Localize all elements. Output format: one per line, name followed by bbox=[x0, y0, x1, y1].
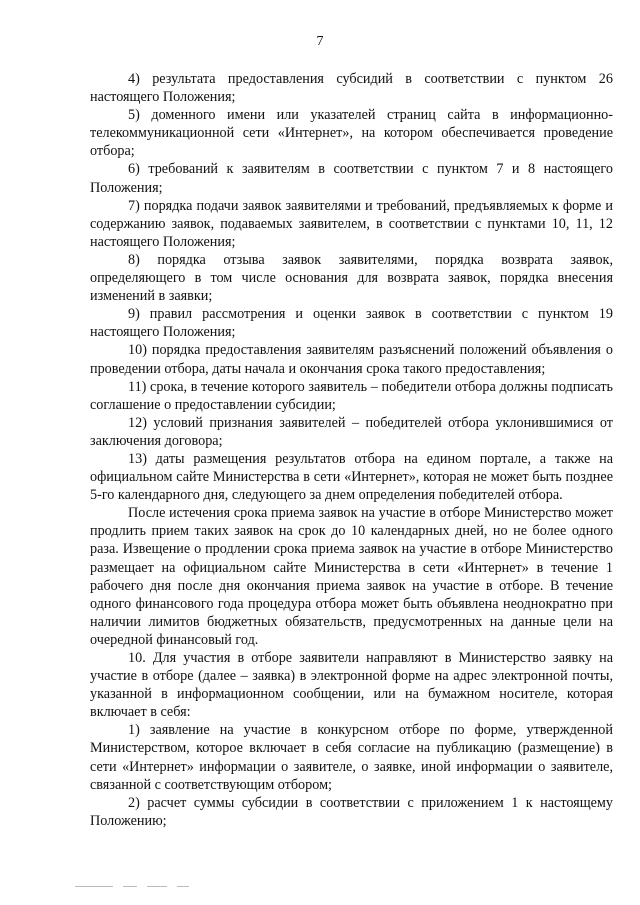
footer-mark bbox=[177, 886, 189, 887]
footer-mark bbox=[75, 886, 113, 887]
paragraph-item-8: 8) порядка отзыва заявок заявителями, порядка возврата заявок, определяющего в том числе основания для возврата заявок, порядка внесения изменений в заявки; bbox=[90, 251, 613, 305]
paragraph-item-12: 12) условий признания заявителей – победителей отбора уклонившимися от заключения договора; bbox=[90, 414, 613, 449]
paragraph-clause-10: 10. Для участия в отборе заявители направляют в Министерство заявку на участие в отборе (далее – заявка) в электронной форме на адрес электронной почты, указанной в информационном сообщении, или на бумажном носителе, которая включает в себя: bbox=[90, 650, 613, 721]
paragraph-item-5: 5) доменного имени или указателей страниц сайта в информационно-телекоммуникационной сети «Интернет», на котором обеспечивается проведение отбора; bbox=[90, 107, 613, 160]
paragraph-item-11: 11) срока, в течение которого заявитель – победители отбора должны подписать соглашение о предоставлении субсидии; bbox=[90, 378, 613, 413]
paragraph-subitem-1: 1) заявление на участие в конкурсном отборе по форме, утвержденной Министерством, которое включает в себя согласие на публикацию (размещение) в сети «Интернет» информации о заявителе, о заявке, иной информации о заявителе, связанной с соответствующим отбором; bbox=[90, 722, 613, 793]
footer-mark bbox=[147, 886, 167, 887]
page-number: 7 bbox=[316, 34, 324, 49]
footer-scan-marks bbox=[75, 883, 245, 889]
paragraph-item-6: 6) требований к заявителям в соответствии с пунктом 7 и 8 настоящего Положения; bbox=[90, 161, 613, 196]
paragraph-item-10: 10) порядка предоставления заявителям разъяснений положений объявления о проведении отбора, даты начала и окончания срока такого предоставления; bbox=[90, 342, 613, 377]
paragraph-item-4: 4) результата предоставления субсидий в соответствии с пунктом 26 настоящего Положения; bbox=[90, 71, 613, 106]
paragraph-item-7: 7) порядка подачи заявок заявителями и требований, предъявляемых к форме и содержанию заявок, подаваемых заявителем, в соответствии с пунктами 10, 11, 12 настоящего Положения; bbox=[90, 197, 613, 250]
paragraph-extension: После истечения срока приема заявок на участие в отборе Министерство может продлить прием таких заявок на срок до 10 календарных дней, но не более одного раза. Извещение о продлении срока приема заявок на участие в отборе Министерство размещает на официальном сайте Министерства в сети «Интернет» в течение 1 рабочего дня после дня окончания приема заявок на участие в отборе. В течение одного финансового года процедура отбора может быть объявлена неоднократно при наличии лимитов бюджетных обязательств, предусмотренных на данные цели на очередной финансовый год. bbox=[90, 505, 613, 648]
paragraph-item-9: 9) правил рассмотрения и оценки заявок в соответствии с пунктом 19 настоящего Положения; bbox=[90, 306, 613, 341]
paragraph-subitem-2: 2) расчет суммы субсидии в соответствии с приложением 1 к настоящему Положению; bbox=[90, 794, 613, 829]
paragraph-item-13: 13) даты размещения результатов отбора на едином портале, а также на официальном сайте Министерства в сети «Интернет», которая не может быть позднее 5-го календарного дня, следующего за днем определения победителей отбора. bbox=[90, 450, 613, 504]
footer-mark bbox=[123, 886, 137, 887]
document-body bbox=[90, 70, 613, 830]
